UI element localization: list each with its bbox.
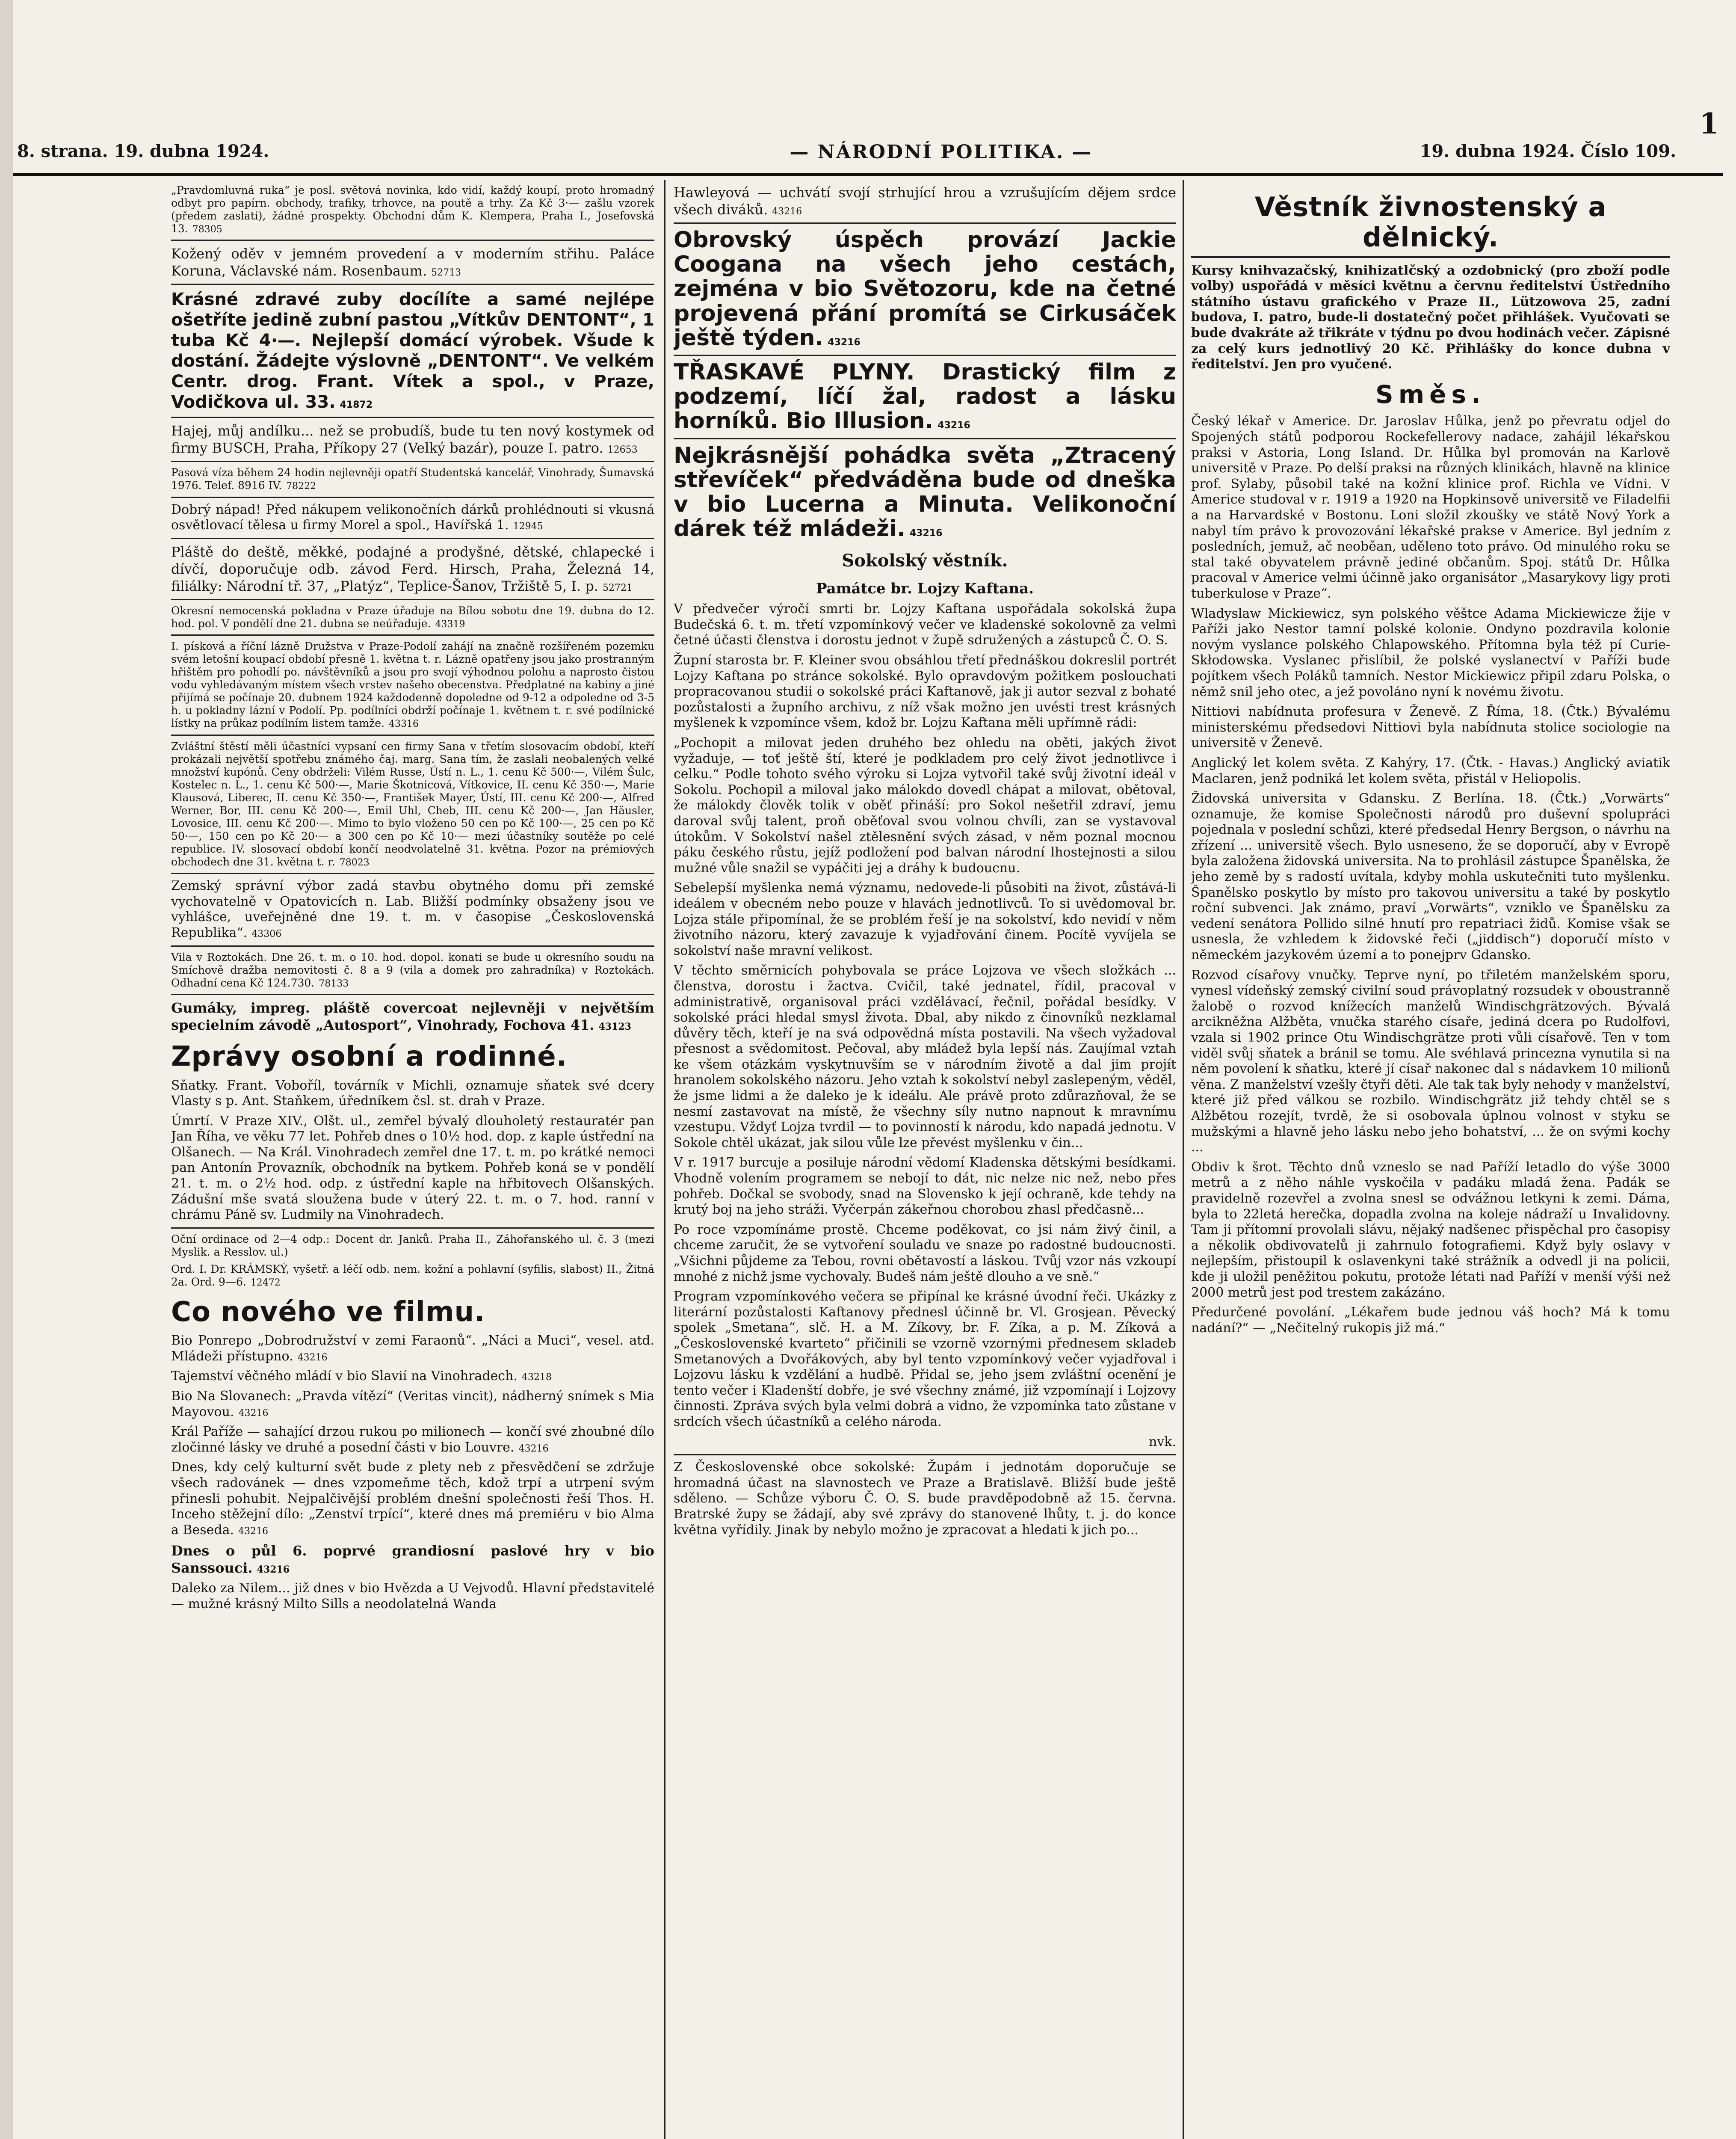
- header-rule: [13, 173, 1723, 176]
- classified-ad: [171, 878, 654, 941]
- classified-ad: [171, 604, 654, 630]
- divider: [171, 240, 654, 241]
- classified-ad: [171, 289, 654, 412]
- divider: [171, 994, 654, 995]
- ad-text: Krásné zdravé zuby docílíte a samé nejlépe ošetříte jedině zubní pastou „Vítkův DENTONT“, 1 tuba Kč 4·—. Nejlepší domácí výrobek. Všude k dostání. Žádejte výslovně „DENTONT“. Ve velkém Centr. drog. Frant. Vítek a spol., v Praze, Vodičkova ul. 33.: [171, 290, 654, 412]
- article-paragraph: Úmrtí. V Praze XIV., Olšt. ul., zemřel bývalý dlouholetý restauratér pan Jan Říha, ve věku 77 let. Pohřeb dnes o 10½ hod. dop. z kaple ústřední na Olšanech. — Na Král. Vinohradech zemřel dne 17. t. m. po krátké nemoci pan Antonín Provazník, obchodník na bytkem. Pohřeb koná se v pondělí 21. t. m. o 2½ hod. odp. z ústřední kaple na hřbitovech Olšanských. Zádušní mše svatá sloužena bude v úterý 22. t. m. o 7. hod. ranní v chrámu Páně sv. Ludmily na Vinohradech.: [171, 1113, 654, 1223]
- cinema-ad-code: 43216: [909, 528, 943, 539]
- divider: [171, 497, 654, 498]
- film-text: Král Paříže — sahající drzou rukou po milionech — končí své zhoubné dílo zločinné lásky ve druhé a posední části v bio Louvre.: [171, 1424, 654, 1455]
- section-heading-vestnik: Věstník živnostenský a dělnický.: [1191, 192, 1670, 258]
- film-code: 43216: [238, 1407, 269, 1419]
- column-rule: [664, 180, 665, 2139]
- ad-code: 52721: [603, 582, 633, 593]
- column-1: [171, 184, 654, 1617]
- ad-code: 43123: [598, 1021, 631, 1032]
- film-text: Bio Na Slovanech: „Pravda vítězí“ (Veritas vincit), nádherný snímek s Mia Mayovou.: [171, 1389, 654, 1419]
- divider: [674, 222, 1176, 224]
- divider: [171, 1227, 654, 1229]
- article-paragraph: „Pochopit a milovat jeden druhého bez ohledu na oběti, jakých život vyžaduje, — toť ještě ští, které je podkladem pro celý život jednotlivce i celku.“ Podle tohoto svého výroku si Lojza vytvořil také svůj životní ideál v Sokolu. Pochopil a miloval jako málokdo dovedl chápat a milovat, obětoval, že málokdy člověk tolik v oběť přináší: pro Sokol nešetřil zdraví, jemu daroval svůj talent, proň oběťoval svou volnou chvíli, zan se vystavoval útokům. V Sokolství našel ztělesnění svých zásad, v něm poznal mocnou páku českého růstu, jejíž podložení pod balvan národní lhostejnosti a silou mužné vůle snažil se vypáčiti jej a dráhy k budoucnu.: [674, 735, 1176, 876]
- divider: [674, 355, 1176, 356]
- ad-text: Gumáky, impreg. pláště covercoat nejlevněji v největším specielním závodě „Autosport“, Vinohrady, Fochova 41.: [171, 999, 654, 1033]
- classified-ad: [171, 951, 654, 990]
- section-heading-personal: Zprávy osobní a rodinné.: [171, 1040, 567, 1072]
- cinema-ad-code: 43216: [937, 420, 970, 431]
- divider: [171, 284, 654, 285]
- ad-text: „Pravdomluvná ruka“ je posl. světová novinka, kdo vidí, každý koupí, proto hromadný odbyt pro papírn. obchody, trafiky, trhovce, na poutě a trhy. Za Kč 3·— zašlu vzorek (předem zaslati), žádné prospekty. Obchodní dům K. Klempera, Praha I., Josefovská 13.: [171, 184, 654, 235]
- divider: [171, 634, 654, 636]
- article-paragraph: V r. 1917 burcuje a posiluje národní vědomí Kladenska dětskými besídkami. Vhodně volením programem se nebojí to dát, nic nelze nic než, nebo přes pohřeb. Dočkal se svobody, snad na Slovensko k její ochraně, kde tehdy na krutý boj na jeho stráži. Vyčerpán zákeřnou chorobou zhasl předčasně...: [674, 1155, 1176, 1218]
- article-paragraph: Nittiovi nabídnuta profesura v Ženevě. Z Říma, 18. (Čtk.) Bývalému ministerskému předsedovi Nittiovi byla nabídnuta stolice sociologie na universitě v Ženevě.: [1191, 704, 1670, 751]
- article-paragraph: Wladyslaw Mickiewicz, syn polského věštce Adama Mickiewicze žije v Paříži jako Nestor tamní polské kolonie. Ondyno pozdravila kolonie novým vyslance polského Chlapowského. Přítomna byla též pí Curie-Skłodowska. Vyslanec přislíbil, že polské vyslanectví v Paříži bude pojítkem všech Poláků tamních. Nestor Mickiewicz připil zdaru Polska, o němž snil jeho otec, a jež povoláno nyní k novému životu.: [1191, 606, 1670, 699]
- page-number-date: 8. strana. 19. dubna 1924.: [17, 141, 269, 161]
- scan-edge: [0, 0, 13, 2139]
- ad-text: Zvláštní štěstí měli účastníci vypsaní cen firmy Sana v třetím slosovacím období, kteří prokázali největší spotřebu známého čaj. marg. Sana tím, že zaslali neobalených velké množství kupónů. Ceny obdrželi: Vilém Russe, Ústí n. L., 1. cenu Kč 500·—, Vilém Šulc, Kostelec n. L., 1. cenu Kč 500·—, Marie Škotnicová, Vítkovice, II. cenu Kč 350·—, Marie Klausová, Liberec, II. cenu Kč 350·—, František Mayer, Ústí, III. cenu Kč 200·—, Alfred Werner, Bor, III. cenu Kč 200·—, Emil Uhl, Cheb, III. cenu Kč 200·—, Jan Häusler, Lovosice, III. cenu Kč 200·—. Mimo to bylo vloženo 50 cen po Kč 100·—, 25 cen po Kč 50·—, 150 cen po Kč 20·— a 300 cen po Kč 10·— mezi účastníky soutěže po celé republice. IV. slosovací období končí neodvolatelně 31. května. Pozor na prémiových obchodech dne 31. května t. r.: [171, 740, 654, 868]
- film-text: Tajemství věčného mládí v bio Slavií na Vinohradech.: [171, 1369, 518, 1384]
- divider: [171, 538, 654, 539]
- cinema-ad-text: Nejkrásnější pohádka světa „Ztracený střevíček“ předváděna bude od dneška v bio Lucerna a Minuta. Velikonoční dárek též mládeži.: [674, 442, 1176, 542]
- film-notice: [171, 1460, 654, 1538]
- ad-code: 78305: [192, 224, 222, 235]
- article-paragraph: Anglický let kolem světa. Z Kahýry, 17. (Čtk. - Havas.) Anglický aviatik Maclaren, jenž podniká let kolem světa, přistál v Heliopolis.: [1191, 755, 1670, 786]
- ad-code: 78222: [286, 481, 316, 492]
- notice: [171, 1233, 654, 1259]
- film-notice: [171, 1333, 654, 1364]
- ad-code: 78023: [339, 857, 370, 868]
- classified-ad: [171, 184, 654, 235]
- film-notice: [171, 1542, 654, 1576]
- cinema-ad-text: Obrovský úspěch provází Jackie Coogana na všech jeho cestách, zejména v bio Světozoru, kde na četné projevená přání promítá se Cirkusáček ještě týden.: [674, 227, 1176, 351]
- classified-ad: [171, 740, 654, 868]
- film-text: Dnes, kdy celý kulturní svět bude z plety neb z přesvědčení se zdržuje všech radovánek — dnes vzpomeňme těch, kdož trpí a utrpení svým přinesli pohubit. Nejpalčivější problém dnešní společnosti řeší Thos. H. Inceho stěžejní dílo: „Zenství trpící“, které dnes má premiéru v bio Alma a Beseda.: [171, 1460, 654, 1538]
- film-text: Bio Ponrepo „Dobrodružství v zemi Faraonů“. „Náci a Muci“, vesel. atd. Mládeži přístupno.: [171, 1333, 654, 1364]
- divider: [674, 438, 1176, 439]
- ad-code: 43319: [435, 619, 465, 630]
- ad-text: Zemský správní výbor zadá stavbu obytného domu při zemské vychovatelně v Opatovicích n. Lab. Bližší podmínky obsaženy jsou ve vyhlášce, uveřejněné dne 19. t. m. v časopise „Československá Republika“.: [171, 878, 654, 940]
- ad-text: Vila v Roztokách. Dne 26. t. m. o 10. hod. dopol. konati se bude u okresního soudu na Smíchově dražba nemovitosti č. 8 a 9 (vila a domek pro zahradníka) v Roztokách. Odhadní cena Kč 124.730.: [171, 951, 654, 989]
- classified-ad: [171, 245, 654, 279]
- article-subheading: Památce br. Lojzy Kaftana.: [816, 580, 1034, 598]
- notice-text: Oční ordinace od 2—4 odp.: Docent dr. Janků. Praha II., Záhořanského ul. č. 3 (mezi Myslik. a Resslov. ul.): [171, 1232, 654, 1258]
- ad-code: 12945: [513, 521, 543, 532]
- article-paragraph: Sebelepší myšlenka nemá významu, nedovede-li působiti na život, zůstává-li ideálem v obecném nebo pouze v hlavách jednotlivců. To si uvědomoval br. Lojza stále připomínal, že se problém řeší je na sokolství, kdo nevidí v něm životního názoru, který zavazuje k vyjadřování činem. Pocítě vyvíjela se sokolství naše mravní velikost.: [674, 880, 1176, 958]
- article-paragraph: V těchto směrnicích pohybovala se práce Lojzova ve všech složkách ... členstva, dorostu i žactva. Cvičil, také jednatel, řídil, pracoval v administrativě, organisoval práci vzdělávací, řečnil, pořádal besídky. V sokolské práci hledal smysl života. Dbal, aby nikdo z činovníků nezklamal důvěry těch, kteří je na svá odpovědná místa postavili. Na všech vyžadoval přesnost a svědomitost. Pečoval, aby mládež byla lepší nás. Zaujímal vztah ke všem otázkám vyskytnuvším se v národním životě a dal jim projít hranolem sokolského názoru. Jeho vztah k sokolství nebyl zaslepeným, věděl, že jsme lidmi a že daleko je k ideálu. Ale právě proto zdůrazňoval, že se nesmí zastavovat na místě, že všechny síly nutno napnout k mravnímu vzestupu. Vždyť Lojza tvrdil — to povinností k národu, kdo napadá jednotu. V Sokole chtěl ukázat, jak silou vůle lze převést myšlenku v čin...: [674, 963, 1176, 1150]
- divider: [171, 599, 654, 600]
- divider: [171, 735, 654, 736]
- article-paragraph: Český lékař v Americe. Dr. Jaroslav Hůlka, jenž po převratu odjel do Spojených států podporou Rockefellerovy nadace, zahájil lékařskou praksi v Astoria, Long Island. Dr. Hůlka byl promován na Karlově universitě v Praze. Po delší praksi na různých klinikách, hlavně na klinice prof. Sylaby, působil také na kožní klinice prof. Richla ve Vídni. V Americe studoval v r. 1919 a 1920 na Hopkinsově universitě ve Filadelfii a na Harvardské v Bostonu. Loni složil zkoušky ve státě Nový York a nabyl tím právo k provozování lékařské prakse v Americe. Byl jedním z posledních, jemuž, ač neoběan, uděleno toto právo. Od minulého roku se stal také obyvatelem právně jediné občanům. Spoj. států Dr. Hůlka pracoval v Americe velmi účinně jako organisátor „Masarykovy ligy proti tuberkulose v Praze“.: [1191, 414, 1670, 601]
- film-text: Hawleyová — uchvátí svojí strhující hrou a vzrušujícím dějem srdce všech diváků.: [674, 184, 1176, 218]
- article-paragraph: Župní starosta br. F. Kleiner svou obsáhlou třetí přednáškou dokreslil portrét Lojzy Kaftana po stránce sokolské. Bylo opravdovým požitkem poslouchati propracovanou studii o sokolské práci Kaftanově, jak ji autor sezval z bohaté pozůstalosti a župního archivu, z níž však možno jen uvésti trest krásných myšlenek k vzpomínce všem, kdož br. Lojzu Kaftana měli upřímně rádi:: [674, 653, 1176, 731]
- page-corner-mark: 1: [1699, 107, 1719, 140]
- film-text: Dnes o půl 6. poprvé grandiosní paslové hry v bio Sanssouci.: [171, 1543, 654, 1576]
- article-paragraph: Sňatky. Frant. Voboříl, továrník v Michli, oznamuje sňatek své dcery Vlasty s p. Ant. Staňkem, úředníkem čsl. st. drah v Praze.: [171, 1078, 654, 1109]
- article-signature: nvk.: [1149, 1434, 1176, 1449]
- film-code: 43218: [521, 1372, 552, 1383]
- film-code: 43216: [257, 1564, 290, 1576]
- ad-code: 52713: [431, 267, 461, 278]
- film-code: 43216: [518, 1443, 549, 1454]
- cinema-ad-text: TŘASKAVÉ PLYNY. Drastický film z podzemí, líčí žal, radost a lásku horníků. Bio Illusion.: [674, 359, 1176, 434]
- classified-ad: [171, 640, 654, 730]
- divider: [171, 417, 654, 418]
- ad-text: Okresní nemocenská pokladna v Praze úřaduje na Bílou sobotu dne 19. dubna do 12. hod. pol. V pondělí dne 21. dubna se neúřaduje.: [171, 604, 654, 630]
- ad-code: 43316: [388, 719, 419, 730]
- film-text: Daleko za Nilem... již dnes v bio Hvězda a U Vejvodů. Hlavní představitelé — mužné krásný Milto Sills a neodolatelná Wanda: [171, 1581, 654, 1612]
- ad-code: 78133: [319, 978, 349, 989]
- section-heading-film: Co nového ve filmu.: [171, 1296, 485, 1328]
- notice-code: 12472: [250, 1277, 281, 1289]
- notice: [171, 1263, 654, 1289]
- article-paragraph: Rozvod císařovy vnučky. Teprve nyní, po třiletém manželském sporu, vynesl vídeňský zemský civilní soud právoplatný rozsudek v oboustranně žalobě o rozvod knížecích manželů Windischgrätzových. Bývalá arcikněžna Alžběta, vnučka starého císaře, jediná dcera po Rudolfovi, vzala si 1902 prince Otu Windischgrätze proti vůli císařově. Ten v tom viděl svůj sňatek a bránil se tomu. Ale svéhlavá princezna vynutila si na něm povolení k sňatku, které jí císař nakonec dal s nádavkem 10 milionů věna. Z manželství vzešly čtyři děti. Ale tak tak byly nehody v manželství, které již před válkou se rozbilo. Windischgrätz již tehdy chtěl se s Alžbětou rozejít, tvrdě, že si osobovala úplnou volnost v styku se mužskými a hlavně jeho lásku nebo jeho bohatství, ... že on svými kochy ...: [1191, 967, 1670, 1155]
- film-notice: [674, 184, 1176, 218]
- notice-text: Ord. I. Dr. KRÁMSKÝ, vyšetř. a léčí odb. nem. kožní a pohlavní (syfilis, slabost) II., Žitná 2a. Ord. 9—6.: [171, 1263, 654, 1289]
- classified-ad: [171, 502, 654, 533]
- classified-ad: [171, 466, 654, 492]
- column-3: [1191, 184, 1670, 1340]
- divider: [674, 1454, 1176, 1455]
- classified-ad: [171, 422, 654, 456]
- article-paragraph: Kursy knihvazačský, knihizatlčský a ozdobnický (pro zboží podle volby) uspořádá v měsíci květnu a červnu ředitelství Ústředního státního ústavu grafického v Praze II., Lützowova 25, zadní budova, I. patro, bude-li dostatečný počet přihlášek. Vyučovati se bude dvakráte až třikráte v týdnu po dvou hodinách večer. Zápisné za celý kurs jednotlivý 20 Kč. Přihlášky do konce dubna v ředitelství. Jen pro vyučené.: [1191, 263, 1670, 372]
- article-paragraph: Po roce vzpomínáme prostě. Chceme poděkovat, co jsi nám živý činil, a chceme zaručit, že se vytvoření souladu ve snaze po radostné budoucnosti. „Všichni půjdeme za Tebou, rovni obětavostí a láskou. Tvůj vzor nás vzkoupí mnohé z nichž jsme vychovaly. Budeš nám ještě dlouho a ve sně.“: [674, 1222, 1176, 1284]
- ad-text: Dobrý nápad! Před nákupem velikonočních dárků prohlédnouti si vkusná osvětlovací tělesa u firmy Morel a spol., Havířská 1.: [171, 502, 654, 533]
- masthead: — NÁRODNÍ POLITIKA. —: [790, 141, 1092, 163]
- ad-text: Pasová víza během 24 hodin nejlevněji opatří Studentská kancelář, Vinohrady, Šumavská 1976. Telef. 8916 IV.: [171, 466, 654, 492]
- ad-text: Hajej, můj andílku... než se probudíš, bude tu ten nový kostymek od firmy BUSCH, Praha, Příkopy 27 (Velký bazár), pouze I. patro.: [171, 423, 654, 456]
- article-paragraph: V předvečer výročí smrti br. Lojzy Kaftana uspořádala sokolská župa Budečská 6. t. m. třetí vzpomínkový večer ve kladenské sokolovně za velmi četné účasti členstva i dorostu jednot v župě sdružených a zástupců Č. O. S.: [674, 601, 1176, 648]
- article-paragraph: Předurčené povolání. „Lékařem bude jednou váš hoch? Má k tomu nadání?“ — „Nečitelný rukopis již má.“: [1191, 1305, 1670, 1336]
- issue-date-number: 19. dubna 1924. Číslo 109.: [1420, 141, 1676, 161]
- section-heading-sokol: Sokolský věstník.: [842, 551, 1008, 571]
- ad-code: 43306: [251, 928, 282, 939]
- film-code: 43216: [772, 206, 802, 217]
- classified-ad: [171, 999, 654, 1034]
- film-notice: [171, 1369, 654, 1384]
- film-code: 43216: [238, 1526, 268, 1537]
- cinema-ad-code: 43216: [828, 337, 861, 348]
- cinema-ad: [674, 444, 1176, 542]
- divider: [171, 461, 654, 462]
- column-2: [674, 184, 1176, 1542]
- film-notice: [171, 1424, 654, 1455]
- classified-ad: [171, 543, 654, 595]
- ad-code: 12653: [607, 444, 638, 456]
- article-paragraph: Program vzpomínkového večera se připínal ke krásné úvodní řeči. Ukázky z literární pozůstalosti Kaftanovy přednesl účinně br. Vl. Grosjean. Pěvecký spolek „Smetana“, slč. H. a M. Zíkovy, br. F. Zíka, a p. M. Zíková a „Československé kvarteto“ přičinili se vzorně vzornými přednesem skladeb Smetanových a Dvořákových, aby byl tento vzpomínkový večer vyjadřoval i Lojzovu lásku k vzdělání a hudbě. Přidal se, jeho jsem zvláštní ocenění je tento večer i Kladenští dobře, je své všechny známé, již vzpomínají i Lojzovy činnosti. Zpráva svých byla velmi dobrá a vidno, že vzpomínka tato zůstane v srdcích všech účastníků a celého národa.: [674, 1289, 1176, 1429]
- ad-text: Pláště do deště, měkké, podajné a prodyšné, dětské, chlapecké i dívčí, doporučuje odb. závod Ferd. Hirsch, Praha, Železná 14, filiálky: Národní tř. 37, „Platýz“, Teplice-Šanov, Tržiště 5, I. p.: [171, 543, 654, 594]
- ad-text: I. písková a říční lázně Družstva v Praze-Podolí zahájí na značně rozšířeném pozemku svém letošní koupací období přesně 1. května t. r. Lázně opatřeny jsou jako prostranným hřištěm pro pohodlí po. návštěvníků a jsou pro svojí výhodnou polohu a naprosto čistou vodu vyhledávaným místem všech vrstev našeho obecenstva. Předplatné na kabiny a jiné přijímá se počínaje 20. dubnem 1924 každodenně dopoledne od 9-12 a odpoledne od 3-5 h. u pokladny lázní v Podolí. Pp. podílníci obdrží počínaje 1. květnem t. r. své podílnické lístky na průkaz podílním listem tamže.: [171, 640, 654, 730]
- article-paragraph: Z Československé obce sokolské: Župám i jednotám doporučuje se hromadná účast na slavnostech ve Praze a Bratislavě. Bližší bude ještě sděleno. — Schůze výboru Č. O. S. bude pravděpodobně až 15. června. Bratrské župy se žádají, aby své zprávy do stanovené lhůty, t. j. do konce května vyřídily. Jinak by nebylo možno je zpracovat a hledati k jich po...: [674, 1460, 1176, 1538]
- ad-code: 41872: [340, 400, 373, 411]
- ad-text: Kožený oděv v jemném provedení a v moderním střihu. Paláce Koruna, Václavské nám. Rosenbaum.: [171, 246, 654, 279]
- cinema-ad: [674, 360, 1176, 434]
- column-rule: [1183, 180, 1184, 2139]
- film-code: 43216: [297, 1352, 328, 1363]
- article-paragraph: Obdiv k šrot. Těchto dnů vzneslo se nad Paříží letadlo do výše 3000 metrů a z něho náhle vyskočila v padáku mladá žena. Padák se pravidelně rozevřel a zvolna snesl se odvážnou letkyni k zemi. Dáma, byla to 22letá herečka, dopadla zvolna na koleje nádraží u Invalidovny. Tam ji přítomní provolali slávu, nějaký nadšenec přispěchal pro časopisy a několik obdivovatelů ji zahrnulo fotografiemi. Když byly oslavy v nejlepším, přistoupil k oslavenkyni také strážník a odvedl ji na policii, kde ji uložil peněžitou pokutu, protože létati nad Paříží v menší výši než 2000 metrů jest pod trestem zakázáno.: [1191, 1159, 1670, 1300]
- cinema-ad: [674, 228, 1176, 350]
- film-notice: [171, 1581, 654, 1612]
- film-notice: [171, 1389, 654, 1420]
- divider: [171, 873, 654, 874]
- article-paragraph: Židovská universita v Gdansku. Z Berlína. 18. (Čtk.) „Vorwärts“ oznamuje, že komise Společnosti národů pro duševní spolupráci pojednala v poslední schůzi, které předsedal Henry Bergson, o návrhu na zřízení ... universitě všech. Bylo usneseno, že se doporučí, aby v Evropě byla založena židovská universita. Na to prohlásil zástupce Španělska, že jeho země by s radostí uvítala, kdyby mohla uskutečniti tuto myšlenku. Španělsko poskytlo by místo pro takovou universitu a také by poskytlo roční subvenci. Jak známo, praví „Vorwärts“, vzniklo ve Španělsku za vedení senátora Pollido silné hnutí pro repatriaci židů. Komise však se usnesla, že vzhledem k židovské řeči („jiddisch“) doporučí místo v německém jazykovém území a to ponejprv Gdansko.: [1191, 791, 1670, 963]
- divider: [171, 945, 654, 947]
- section-heading-smes: Směs.: [1375, 379, 1486, 409]
